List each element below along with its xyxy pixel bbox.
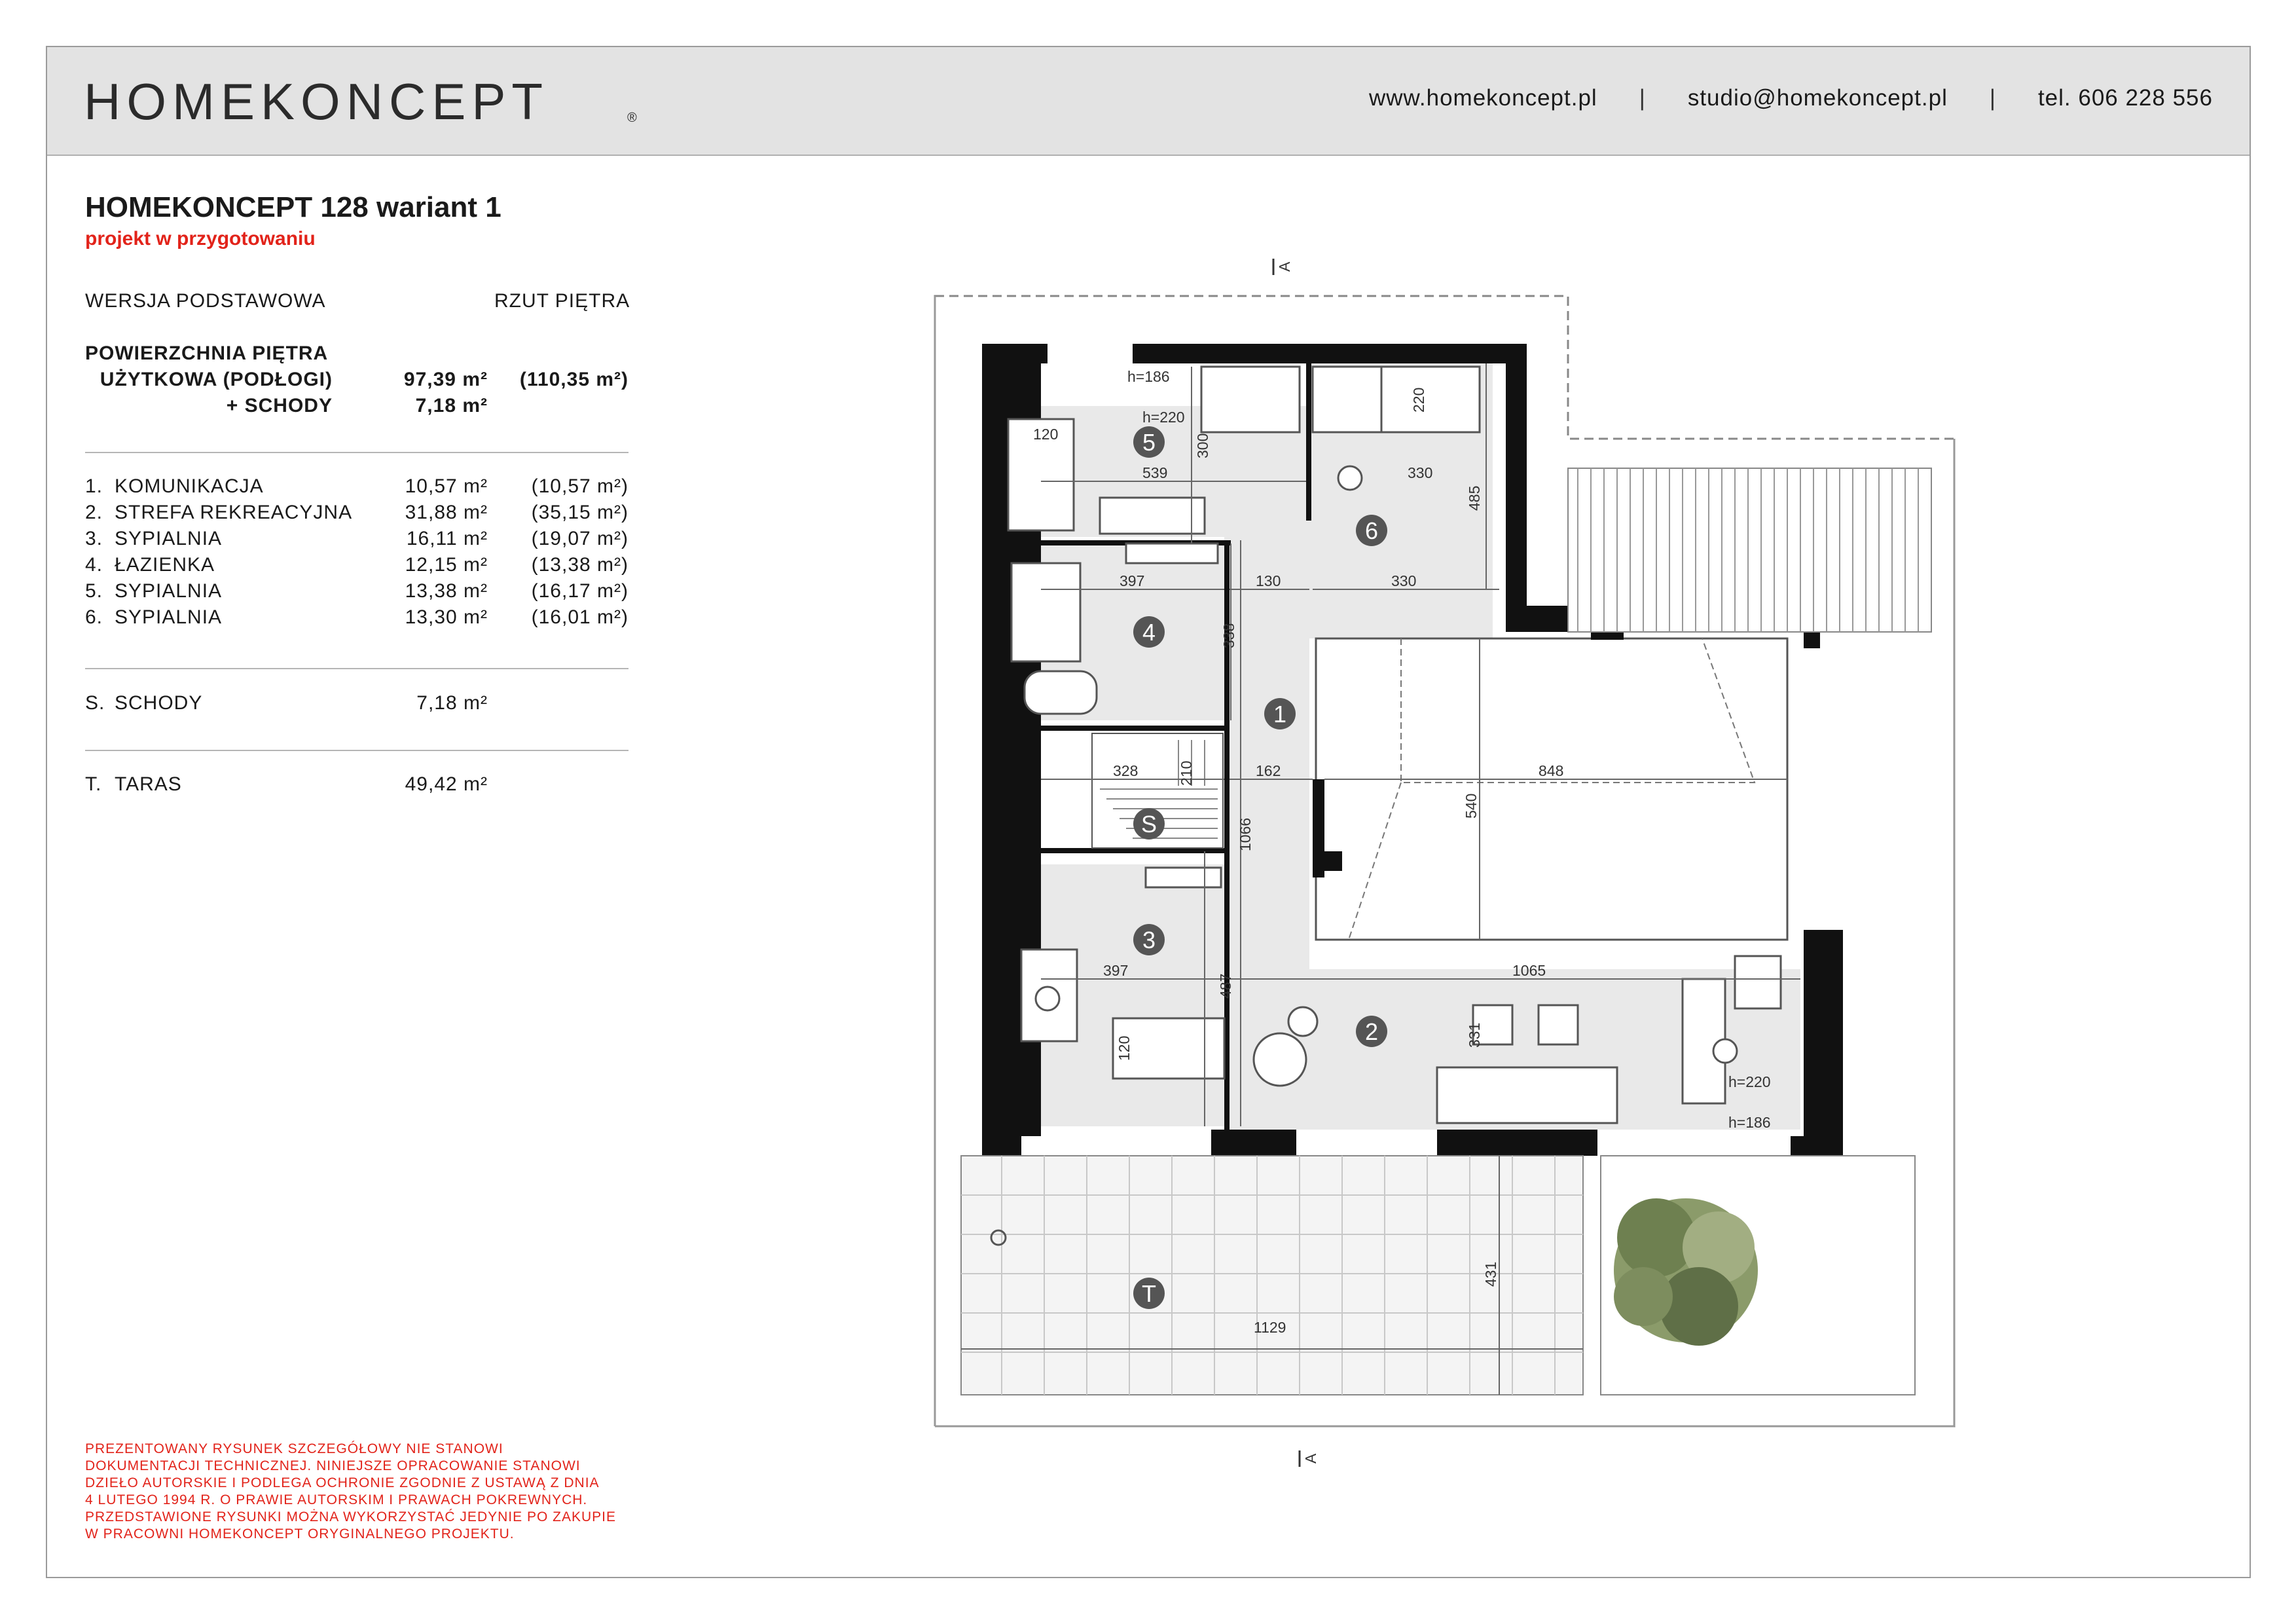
room-gross: (19,07 m²) xyxy=(531,528,629,549)
shower-icon xyxy=(1011,563,1080,661)
desk-icon xyxy=(1100,498,1205,534)
toilet-icon xyxy=(1036,987,1059,1010)
chair-icon xyxy=(1713,1039,1737,1063)
disclaimer-line: W PRACOWNI HOMEKONCEPT ORYGINALNEGO PROJEKTU. xyxy=(85,1526,515,1541)
room-marker-4: 4 xyxy=(1142,619,1156,646)
room-marker-5: 5 xyxy=(1142,429,1156,456)
disclaimer-line: DOKUMENTACJI TECHNICZNEJ. NINIEJSZE OPRACOWANIE STANOWI xyxy=(85,1458,581,1473)
dim-label: 1129 xyxy=(1254,1319,1286,1336)
dim-label: 1065 xyxy=(1512,962,1546,979)
dim-label: 330 xyxy=(1391,572,1417,589)
dim-label: 1066 xyxy=(1237,817,1254,851)
room-no: 6. xyxy=(85,606,103,628)
room-name: STREFA REKREACYJNA xyxy=(115,502,353,523)
terrace-name: TARAS xyxy=(115,773,182,795)
logo-text: HOMEKONCEPT xyxy=(84,73,549,130)
room-gross: (16,01 m²) xyxy=(531,606,629,628)
website-link[interactable]: www.homekoncept.pl xyxy=(1368,85,1597,111)
room-marker-t: T xyxy=(1142,1280,1156,1307)
email-link[interactable]: studio@homekoncept.pl xyxy=(1687,85,1948,111)
dim-label: 120 xyxy=(1116,1035,1133,1061)
stairs-value: 7,18 m² xyxy=(415,395,488,416)
disclaimer-line: 4 LUTEGO 1994 R. O PRAWIE AUTORSKIM I PRAWACH POKREWNYCH. xyxy=(85,1492,588,1507)
dim-label: 210 xyxy=(1178,760,1195,786)
height-label: h=220 xyxy=(1728,1073,1771,1090)
room-no: 4. xyxy=(85,554,103,576)
room-name: SYPIALNIA xyxy=(115,606,223,628)
sofa-icon xyxy=(1437,1067,1617,1123)
dim-label: 397 xyxy=(1103,962,1129,979)
disclaimer-line: PRZEDSTAWIONE RYSUNKI MOŻNA WYKORZYSTAĆ JEDYNIE PO ZAKUPIE xyxy=(85,1509,616,1524)
room-area: 31,88 m² xyxy=(405,502,488,523)
area-line2: UŻYTKOWA (PODŁOGI) xyxy=(100,369,333,390)
wardrobe-icon xyxy=(1313,367,1391,432)
room-gross: (13,38 m²) xyxy=(531,554,629,576)
room-name: ŁAZIENKA xyxy=(115,554,215,576)
dim-label: 431 xyxy=(1482,1261,1499,1287)
room-marker-s: S xyxy=(1141,811,1157,838)
terrace-area: 49,42 m² xyxy=(405,773,488,795)
dim-label: 848 xyxy=(1539,762,1564,779)
room-name: SYPIALNIA xyxy=(115,528,223,549)
dim-label: 130 xyxy=(1256,572,1281,589)
room-gross: (16,17 m²) xyxy=(531,580,629,602)
cabinet-icon xyxy=(1735,956,1781,1008)
disclaimer-line: DZIEŁO AUTORSKIE I PODLEGA OCHRONIE ZGODNIE Z USTAWĄ Z DNIA xyxy=(85,1475,600,1490)
dim-label: 540 xyxy=(1463,793,1480,819)
room-no: 1. xyxy=(85,475,103,497)
stairs-no: S. xyxy=(85,692,105,714)
room-no: 2. xyxy=(85,502,103,523)
phone-number[interactable]: tel. 606 228 556 xyxy=(2037,85,2213,111)
stairs-area: 7,18 m² xyxy=(416,692,488,714)
room-marker-2: 2 xyxy=(1365,1018,1379,1045)
room-area: 13,30 m² xyxy=(405,606,488,628)
stairs-name: SCHODY xyxy=(115,692,203,714)
area-line1: POWIERZCHNIA PIĘTRA xyxy=(85,342,329,364)
stairs-line: + SCHODY xyxy=(226,395,333,416)
floor-label: RZUT PIĘTRA xyxy=(494,290,630,312)
dim-label: 331 xyxy=(1466,1022,1483,1048)
dim-label: 120 xyxy=(1033,426,1059,443)
bathtub-icon xyxy=(1025,671,1097,714)
project-subtitle: projekt w przygotowaniu xyxy=(85,228,316,249)
kitchenette-icon xyxy=(1146,868,1221,887)
dim-label: 330 xyxy=(1408,464,1433,481)
room-marker-3: 3 xyxy=(1142,927,1156,953)
room-name: SYPIALNIA xyxy=(115,580,223,602)
dim-label: 397 xyxy=(1120,572,1145,589)
room-area: 13,38 m² xyxy=(405,580,488,602)
dim-label: 539 xyxy=(1142,464,1168,481)
room-gross: (10,57 m²) xyxy=(531,475,629,497)
armchair-icon xyxy=(1539,1005,1578,1044)
dim-label: 162 xyxy=(1256,762,1281,779)
room-area: 12,15 m² xyxy=(405,554,488,576)
terrace-deck xyxy=(961,1156,1915,1395)
wardrobe-icon xyxy=(1201,367,1300,432)
dim-label: 338 xyxy=(1220,623,1237,648)
armchair-icon xyxy=(1288,1007,1317,1036)
room-no: 3. xyxy=(85,528,103,549)
dim-label: 328 xyxy=(1113,762,1139,779)
void-open xyxy=(1316,638,1787,940)
bathtub-icon xyxy=(1381,367,1480,432)
area-value: 97,39 m² xyxy=(403,369,488,390)
height-label: h=186 xyxy=(1728,1114,1771,1131)
room-no: 5. xyxy=(85,580,103,602)
room-marker-6: 6 xyxy=(1365,517,1379,544)
room-marker-1: 1 xyxy=(1273,701,1287,728)
area-gross: (110,35 m²) xyxy=(519,369,629,390)
height-label: h=186 xyxy=(1127,368,1170,385)
separator: | xyxy=(1989,85,1996,111)
svg-text:®: ® xyxy=(627,111,637,125)
room-gross: (35,15 m²) xyxy=(531,502,629,523)
toilet-icon xyxy=(1338,466,1362,490)
terrace-no: T. xyxy=(85,773,102,795)
room-name: KOMUNIKACJA xyxy=(115,475,264,497)
section-mark: A xyxy=(1276,261,1293,272)
dim-label: 220 xyxy=(1410,387,1427,413)
version-label: WERSJA PODSTAWOWA xyxy=(85,290,326,312)
disclaimer-line: PREZENTOWANY RYSUNEK SZCZEGÓŁOWY NIE STANOWI xyxy=(85,1441,503,1456)
balcony-slats xyxy=(1568,468,1931,632)
dim-label: 487 xyxy=(1217,973,1234,999)
project-title: HOMEKONCEPT 128 wariant 1 xyxy=(85,191,501,223)
room-area: 16,11 m² xyxy=(406,528,488,549)
dim-label: 300 xyxy=(1194,433,1211,458)
dim-label: 485 xyxy=(1466,485,1483,511)
section-mark: A xyxy=(1302,1453,1319,1464)
room-area: 10,57 m² xyxy=(405,475,488,497)
separator: | xyxy=(1639,85,1646,111)
sink-icon xyxy=(1126,544,1218,563)
armchair-icon xyxy=(1254,1033,1306,1086)
height-label: h=220 xyxy=(1142,409,1185,426)
